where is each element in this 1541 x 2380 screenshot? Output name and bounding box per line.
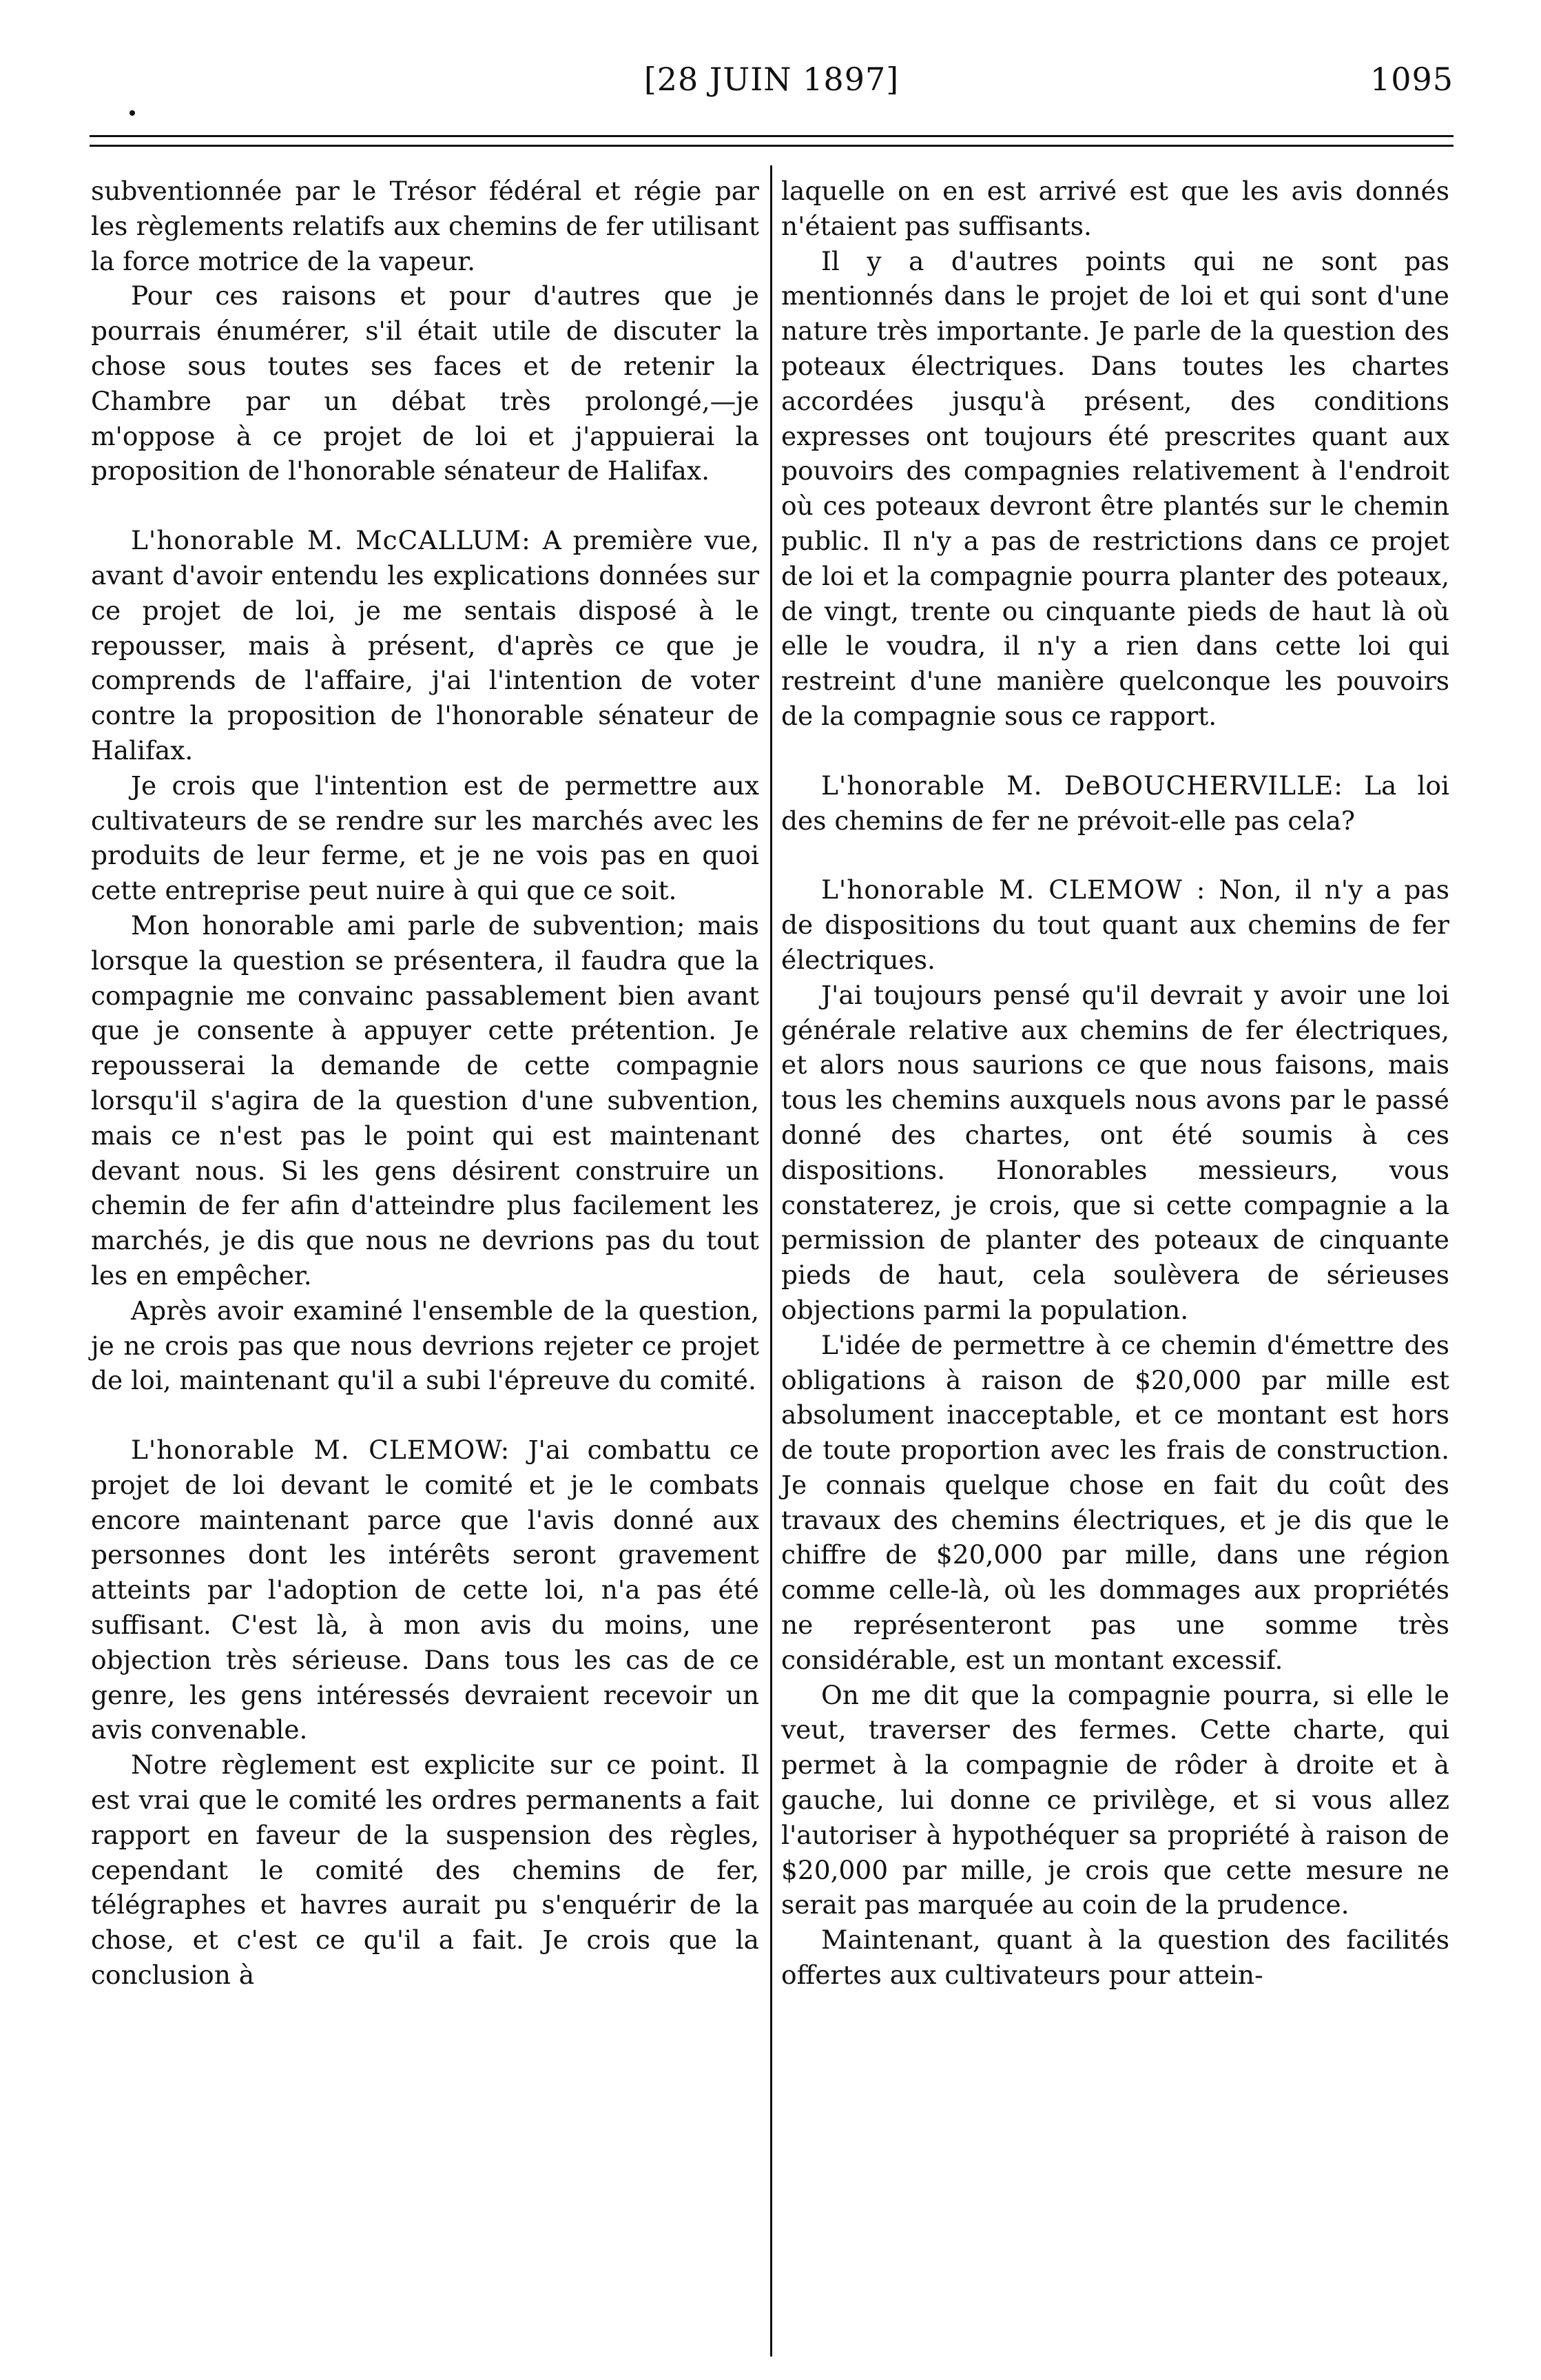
speaker-paragraph [781,768,1449,839]
speech-text: Non, il n'y a pas de dispositions du tout quant aux chemins de fer électriques. [781,874,1449,975]
speaker-paragraph [91,523,759,768]
paragraph: On me dit que la compagnie pourra, si elle le veut, traverser des fermes. Cette charte, qui permet à la compagnie de rôder à droite et à gauche, lui donne ce privilège, et si vous allez l'autoriser à hypothéquer sa propriété à raison de $20,000 par mille, je crois que cette mesure ne serait pas marquée au coin de la prudence. [781,1679,1449,1920]
speaker-name: L'honorable M. DeBOUCHERVILLE: [821,770,1343,801]
speaker-name: L'honorable M. CLEMOW: [131,1435,510,1466]
speech-text: J'ai combattu ce projet de loi devant le comité et je le combats encore maintenant parce que l'avis donné aux personnes dont les intérêts seront gravement atteints par l'adoption de cette loi, n'a pas été suffisant. C'est là, à mon avis du moins, une objection très sérieuse. Dans tous les cas de ce genre, les gens intéressés devraient recevoir un avis convenable. [91,1435,759,1745]
paragraph: Maintenant, quant à la question des facilités offertes aux cultivateurs pour attein- [781,1925,1449,1991]
page-header [90,61,1454,102]
page-number: 1095 [1369,61,1454,98]
spacer [91,489,759,523]
paragraph: L'idée de permettre à ce chemin d'émettre des obligations à raison de $20,000 par mille est absolument inacceptable, et ce montant est hors de toute proportion avec les frais de construction. Je connais quelque chose en fait du coût des travaux des chemins électriques, et je dis que le chiffre de $20,000 par mille, dans une région comme celle-là, où les dommages aux propriétés ne représenteront pas une somme très considérable, est un montant excessif. [781,1329,1449,1675]
paragraph: subventionnée par le Trésor fédéral et régie par les règlements relatifs aux chemins de fer utilisant la force motrice de la vapeur. [91,176,759,276]
paragraph: Je crois que l'intention est de permettre aux cultivateurs de se rendre sur les marchés avec les produits de leur ferme, et je ne vois pas en quoi cette entreprise peut nuire à qui que ce soit. [91,770,759,906]
ink-speck [130,110,135,116]
paragraph: Mon honorable ami parle de subvention; mais lorsque la question se présentera, il faudra que la compagnie me convainc passablement bien avant que je consente à appuyer cette prétention. Je repousserai la demande de cette compagnie lorsqu'il s'agira de la question d'une subvention, mais ce n'est pas le point qui est maintenant devant nous. Si les gens désirent construire un chemin de fer afin d'atteindre plus facilement les marchés, je dis que nous ne devrions pas du tout les en empêcher. [91,910,759,1291]
spacer [91,1398,759,1433]
speaker-paragraph [91,1433,759,1747]
spacer [781,838,1449,872]
column-divider [770,165,772,2357]
paragraph: Notre règlement est explicite sur ce point. Il est vrai que le comité les ordres permanents a fait rapport en faveur de la suspension des règles, cependant le comité des chemins de fer, télégraphes et havres aurait pu s'enquérir de la chose, et c'est ce qu'il a fait. Je crois que la conclusion à [91,1750,759,1991]
speaker-name: L'honorable M. CLEMOW : [821,874,1206,905]
spacer [781,734,1449,768]
page-date: [28 JUIN 1897] [643,61,900,98]
speaker-name: L'honorable M. McCALLUM: [131,525,531,556]
header-rule-top [90,135,1454,137]
paragraph: Il y a d'autres points qui ne sont pas mentionnés dans le projet de loi et qui sont d'une nature très importante. Je parle de la question des poteaux électriques. Dans toutes les chartes accordées jusqu'à présent, des conditions expresses ont toujours été prescrites quant aux pouvoirs des compagnies relativement à l'endroit où ces poteaux devront être plantés sur le chemin public. Il n'y a pas de restrictions dans ce projet de loi et la compagnie pourra planter des poteaux, de vingt, trente ou cinquante pieds de haut là où elle le voudra, il n'y a rien dans cette loi qui restreint d'une manière quelconque les pouvoirs de la compagnie sous ce rapport. [781,245,1449,731]
left-column [91,174,759,1993]
speaker-paragraph [781,872,1449,977]
paragraph: Pour ces raisons et pour d'autres que je pourrais énumérer, s'il était utile de discuter la chose sous toutes ses faces et de retenir la Chambre par un débat très prolongé,—je m'oppose à ce projet de loi et j'appuierai la proposition de l'honorable sénateur de Halifax. [91,280,759,486]
speech-text: A première vue, avant d'avoir entendu les explications données sur ce projet de loi, je me sentais disposé à le repousser, mais à présent, d'après ce que je comprends de l'affaire, j'ai l'intention de voter contre la proposition de l'honorable sénateur de Halifax. [91,525,759,766]
paragraph: laquelle on en est arrivé est que les avis donnés n'étaient pas suffisants. [781,176,1449,241]
paragraph: Après avoir examiné l'ensemble de la question, je ne crois pas que nous devrions rejeter ce projet de loi, maintenant qu'il a subi l'épreuve du comité. [91,1295,759,1396]
right-column [781,174,1449,1993]
paragraph: J'ai toujours pensé qu'il devrait y avoir une loi générale relative aux chemins de fer électriques, et alors nous saurions ce que nous faisons, mais tous les chemins auxquels nous avons par le passé donné des chartes, ont été soumis à ces dispositions. Honorables messieurs, vous constaterez, je crois, que si cette compagnie a la permission de planter des poteaux de cinquante pieds de haut, cela soulèvera de sérieuses objections parmi la population. [781,979,1449,1325]
header-rule-bottom [90,145,1454,147]
speech-text: La loi des chemins de fer ne prévoit-elle pas cela? [781,770,1449,836]
